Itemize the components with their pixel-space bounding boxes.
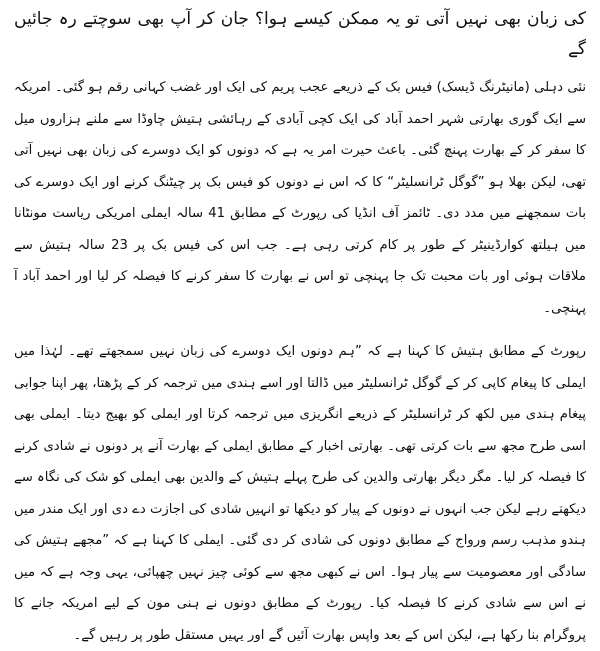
- paragraph-spacer: [14, 324, 586, 336]
- article-lead-line: کی زبان بھی نہیں آتی تو یہ ممکن کیسے ہوا؟ جان کر آپ بھی سوچتے رہ جائیں گے: [14, 9, 586, 59]
- article-paragraph-2: رپورٹ کے مطابق ہتیش کا کہنا ہے کہ ”ہم دونوں ایک دوسرے کی زبان نہیں سمجھتے تھے۔ لہٰذا میں ایملی کا پیغام کاپی کر کے گوگل ٹرانسلیٹر میں ڈالتا اور اسے ہندی میں ترجمہ کر کے پڑھتا، پھر اپنا جوابی پیغام ہندی میں لکھ کر ٹرانسلیٹر کے ذریعے انگریزی میں ترجمہ کرتا اور ایملی کو بھیج دیتا۔ ایملی بھی اسی طرح مجھ سے بات کرتی تھی۔ بھارتی اخبار کے مطابق ایملی کے بھارت آنے پر دونوں نے شادی کرنے کا فیصلہ کر لیا۔ مگر دیگر بھارتی والدین کی طرح پہلے ہتیش کے والدین بھی ایملی کو شک کی نگاہ سے دیکھتے رہے لیکن جب انہوں نے دونوں کے پیار کو دیکھا تو انہیں شادی کی اجازت دے دی اور ایک مندر میں ہندو مذہب رسم ورواج کے مطابق دونوں کی شادی کر دی گئی۔ ایملی کا کہنا ہے کہ ”مجھے ہتیش کی سادگی اور معصومیت سے پیار ہوا۔ اس نے کبھی مجھ سے کوئی چیز نہیں چھپائی، یہی وجہ ہے کہ میں نے اس سے شادی کرنے کا فیصلہ کیا۔ رپورٹ کے مطابق دونوں نے ہنی مون کے لیے امریکہ جانے کا پروگرام بنا رکھا ہے، لیکن اس کے بعد واپس بھارت آئیں گے اور یہیں مستقل طور پر رہیں گے۔: [14, 344, 586, 643]
- article-paragraph-1: نئی دہلی (مانیٹرنگ ڈیسک) فیس بک کے ذریعے عجب پریم کی ایک اور غضب کہانی رقم ہو گئی۔ امریکہ سے ایک گوری بھارتی شہر احمد آباد کی ایک کچی آبادی کے رہائشی ہتیش چاوڈا سے ملنے ہزاروں میل کا سفر کر کے بھارت پہنچ گئی۔ باعث حیرت امر یہ ہے کہ دونوں کو ایک دوسرے کی زبان بھی نہیں آتی تھی، لیکن بھلا ہو ”گوگل ٹرانسلیٹر“ کا کہ اس نے دونوں کو فیس بک پر چیٹنگ کرنے اور ایک دوسرے کی بات سمجھنے میں مدد دی۔ ٹائمز آف انڈیا کی رپورٹ کے مطابق 41 سالہ ایملی امریکی ریاست مونٹانا میں ہیلتھ کوارڈینیٹر کے طور پر کام کرتی رہی ہے۔ جب اس کی فیس بک پر 23 سالہ ہتیش سے ملاقات ہوئی اور بات محبت تک جا پہنچی تو اس نے بھارت کا سفر کرنے کا فیصلہ کر لیا اور احمد آباد آ پہنچی۔: [14, 80, 586, 316]
